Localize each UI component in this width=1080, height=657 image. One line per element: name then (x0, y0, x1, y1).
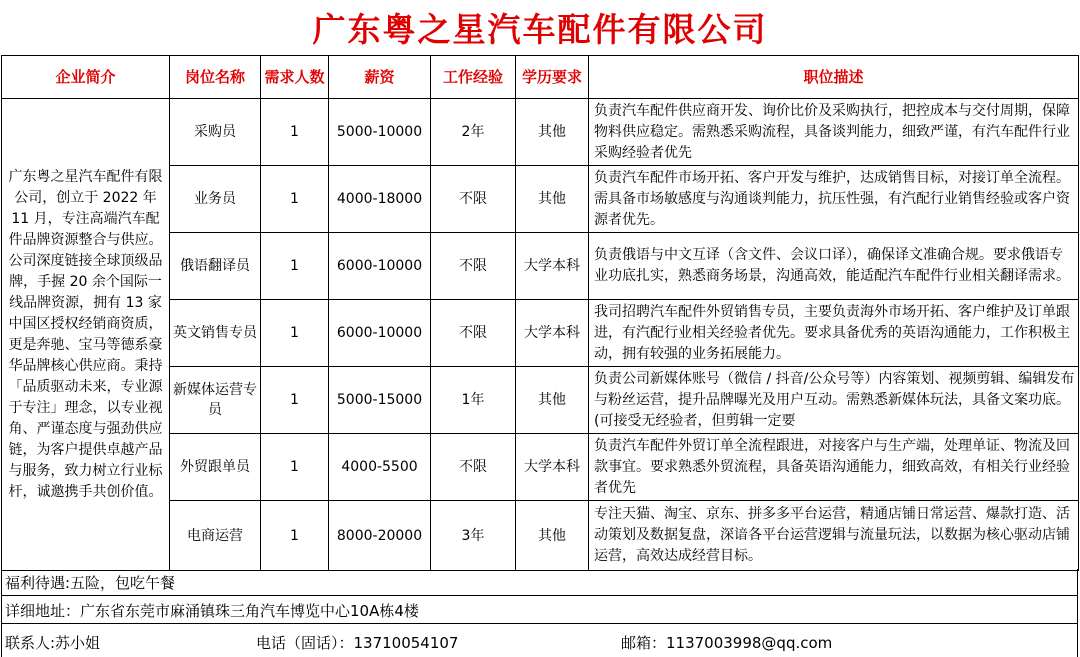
job-position: 英文销售专员 (170, 300, 261, 367)
job-count: 1 (261, 99, 329, 166)
job-experience: 3年 (431, 501, 516, 571)
header-experience: 工作经验 (431, 56, 516, 99)
job-experience: 不限 (431, 434, 516, 501)
job-salary: 4000-18000 (329, 166, 431, 233)
jobs-table (1, 55, 1079, 571)
address-text: 详细地址：广东省东莞市麻涌镇珠三角汽车博览中心10A栋4楼 (5, 601, 419, 620)
header-salary: 薪资 (329, 56, 431, 99)
header-description: 职位描述 (589, 56, 1079, 99)
job-count: 1 (261, 367, 329, 434)
job-position: 电商运营 (170, 501, 261, 571)
job-description: 专注天猫、淘宝、京东、拼多多平台运营，精通店铺日常运营、爆款打造、活动策划及数据复盘，深谙各平台运营逻辑与流量玩法，以数据为核心驱动店铺运营，高效达成经营目标。 (589, 501, 1079, 571)
job-count: 1 (261, 166, 329, 233)
header-intro: 企业简介 (2, 56, 170, 99)
job-experience: 不限 (431, 233, 516, 300)
company-intro: 广东粤之星汽车配件有限公司，创立于 2022 年 11 月，专注高端汽车配件品牌资源整合与供应。公司深度链接全球顶级品牌，手握 20 余个国际一线品牌资源，拥有 13 家中国区授权经销商资质，更是奔驰、宝马等德系豪华品牌核心供应商。秉持「品质驱动未来，专业源于专注」理念，以专业视角、严谨态度与强劲供应链，为客户提供卓越产品与服务，致力树立行业标杆，诚邀携手共创价值。 (2, 99, 170, 571)
job-salary: 5000-10000 (329, 99, 431, 166)
table-header-row (2, 56, 1079, 99)
job-experience: 1年 (431, 367, 516, 434)
job-education: 其他 (516, 99, 589, 166)
job-salary: 6000-10000 (329, 300, 431, 367)
contact-line (1, 627, 1078, 657)
benefits-text: 福利待遇:五险，包吃午餐 (5, 573, 176, 592)
header-position: 岗位名称 (170, 56, 261, 99)
job-description: 负责公司新媒体账号（微信 / 抖音/公众号等）内容策划、视频剪辑、编辑发布与粉丝运营，提升品牌曝光及用户互动。需熟悉新媒体玩法，具备文案功底。(可接受无经验者，但剪辑一定要 (589, 367, 1079, 434)
job-position: 业务员 (170, 166, 261, 233)
job-education: 大学本科 (516, 434, 589, 501)
header-education: 学历要求 (516, 56, 589, 99)
job-salary: 6000-10000 (329, 233, 431, 300)
job-education: 大学本科 (516, 233, 589, 300)
job-description: 负责汽车配件供应商开发、询价比价及采购执行，把控成本与交付周期，保障物料供应稳定。需熟悉采购流程，具备谈判能力，细致严谨，有汽车配件行业采购经验者优先 (589, 99, 1079, 166)
job-count: 1 (261, 434, 329, 501)
job-experience: 不限 (431, 166, 516, 233)
job-salary: 8000-20000 (329, 501, 431, 571)
job-count: 1 (261, 300, 329, 367)
header-count: 需求人数 (261, 56, 329, 99)
job-education: 其他 (516, 501, 589, 571)
benefits-line (1, 569, 1078, 596)
job-salary: 4000-5500 (329, 434, 431, 501)
contact-email: 邮箱：1137003998@qq.com (621, 633, 833, 652)
job-description: 负责汽车配件外贸订单全流程跟进，对接客户与生产端，处理单证、物流及回款事宜。要求熟悉外贸流程，具备英语沟通能力，细致高效，有相关行业经验者优先 (589, 434, 1079, 501)
job-position: 采购员 (170, 99, 261, 166)
job-description: 我司招聘汽车配件外贸销售专员，主要负责海外市场开拓、客户维护及订单跟进，有汽配行业相关经验者优先。要求具备优秀的英语沟通能力，工作积极主动，拥有较强的业务拓展能力。 (589, 300, 1079, 367)
job-experience: 2年 (431, 99, 516, 166)
job-salary: 5000-15000 (329, 367, 431, 434)
job-description: 负责汽车配件市场开拓、客户开发与维护，达成销售目标，对接订单全流程。需具备市场敏感度与沟通谈判能力，抗压性强，有汽配行业销售经验或客户资源者优先。 (589, 166, 1079, 233)
address-line (1, 597, 1078, 624)
company-title: 广东粤之星汽车配件有限公司 (312, 9, 768, 49)
contact-person: 联系人:苏小姐 (5, 633, 101, 652)
job-description: 负责俄语与中文互译（含文件、会议口译），确保译文准确合规。要求俄语专业功底扎实，熟悉商务场景，沟通高效，能适配汽车配件行业相关翻译需求。 (589, 233, 1079, 300)
job-count: 1 (261, 501, 329, 571)
job-position: 新媒体运营专员 (170, 367, 261, 434)
table-row (2, 99, 1079, 166)
contact-phone: 电话（固话）：13710054107 (256, 633, 459, 652)
job-education: 其他 (516, 367, 589, 434)
job-position: 外贸跟单员 (170, 434, 261, 501)
job-position: 俄语翻译员 (170, 233, 261, 300)
job-education: 其他 (516, 166, 589, 233)
job-experience: 不限 (431, 300, 516, 367)
job-education: 大学本科 (516, 300, 589, 367)
job-count: 1 (261, 233, 329, 300)
